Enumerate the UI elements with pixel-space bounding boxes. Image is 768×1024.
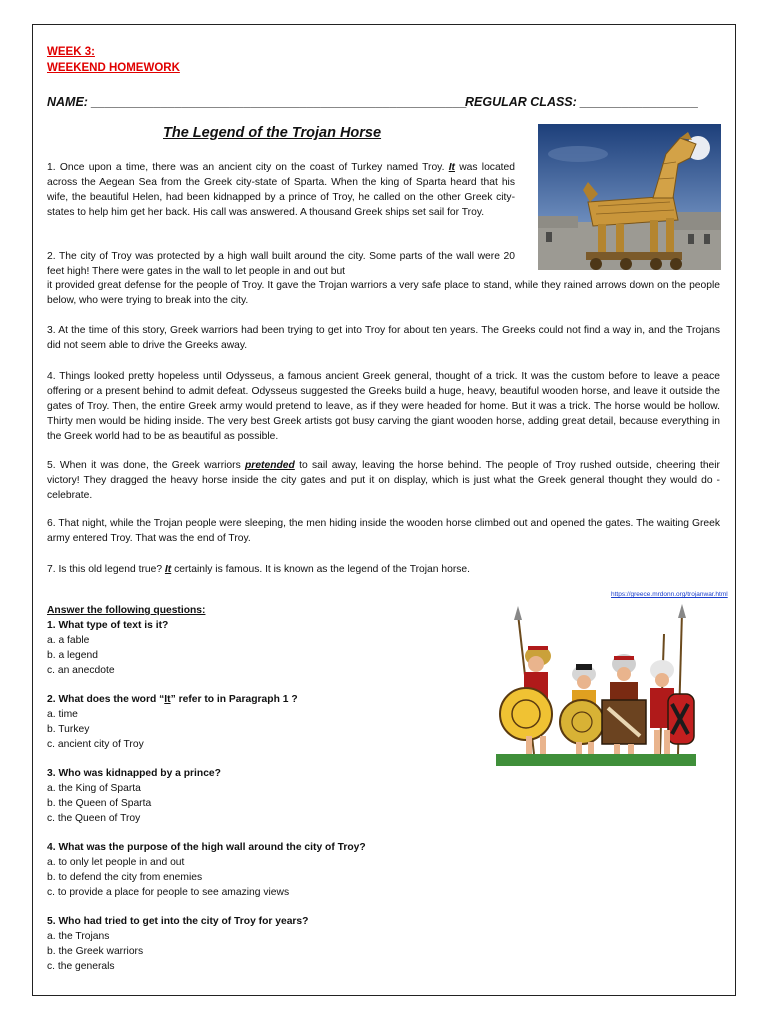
- question-4: 4. What was the purpose of the high wall around the city of Troy? a. to only let people in and out b. to defend the city from enemies c. to provide a place for people to see amazing views: [47, 842, 366, 898]
- option-a[interactable]: a. to only let people in and out: [47, 857, 185, 868]
- question-1: 1. What type of text is it? a. a fable b. a legend c. an anecdote: [47, 620, 169, 676]
- worksheet-title: The Legend of the Trojan Horse: [163, 125, 382, 141]
- paragraph-2-intro: 2. The city of Troy was protected by a high wall built around the city. Some parts of the wall were 20 feet high! There were gates in the wall to let people in and out but: [47, 251, 515, 277]
- trojan-horse-image: [538, 124, 721, 270]
- name-field[interactable]: NAME: ______________________________________________________: [47, 95, 467, 109]
- class-field[interactable]: REGULAR CLASS: _________________: [465, 95, 699, 109]
- question-2: 2. What does the word “It” refer to in Paragraph 1 ? a. time b. Turkey c. ancient city of Troy: [47, 694, 298, 750]
- option-b[interactable]: b. to defend the city from enemies: [47, 872, 203, 883]
- paragraph-2-rest: it provided great defense for the people of Troy. It gave the Trojan warriors a very safe place to stand, while they rained arrows down on the people below, who were trying to break into the city.: [47, 280, 720, 306]
- paragraph-1: 1. Once upon a time, there was an ancient city on the coast of Turkey named Troy. It was located across the Aegean Sea from the Greek city-state of Sparta. When the king of Sparta heard that his wife, the beautiful Helen, had been kidnapped by a prince of Troy, he called on the other Greek city-states to help him get her back. His call was answered. A thousand Greek ships set sail for Troy.: [47, 162, 515, 218]
- option-a[interactable]: a. time: [47, 709, 78, 720]
- paragraph-6: 6. That night, while the Trojan people were sleeping, the men hiding inside the wooden horse climbed out and opened the gates. The waiting Greek army entered Troy. That was the end of Troy.: [47, 518, 720, 544]
- week-label: WEEK 3:: [47, 46, 95, 58]
- question-5: 5. Who had tried to get into the city of Troy for years? a. the Trojans b. the Greek warriors c. the generals: [47, 916, 309, 972]
- option-b[interactable]: b. the Queen of Sparta: [47, 798, 152, 809]
- option-c[interactable]: c. the generals: [47, 961, 115, 972]
- greek-warriors-image: [496, 604, 696, 776]
- homework-label: WEEKEND HOMEWORK: [47, 62, 180, 74]
- paragraph-5: 5. When it was done, the Greek warriors pretended to sail away, leaving the horse behind. The people of Troy rushed outside, cheering their victory! They dragged the heavy horse inside the city gates and put it on display, which is just what the Greek general thought they would do - celebrate.: [47, 460, 720, 501]
- option-c[interactable]: c. the Queen of Troy: [47, 813, 141, 824]
- option-b[interactable]: b. Turkey: [47, 724, 90, 735]
- option-a[interactable]: a. a fable: [47, 635, 90, 646]
- option-c[interactable]: c. to provide a place for people to see amazing views: [47, 887, 290, 898]
- paragraph-4: 4. Things looked pretty hopeless until Odysseus, a famous ancient Greek general, thought of a trick. It was the custom before to leave a peace offering or a present behind to admit defeat. Odysseus suggested the Greeks build a huge, heavy, beautiful wooden horse, and leave it outside the gates of Troy. Then, the entire Greek army would pretend to leave, as if they were headed for home. But it was a trick. The horse would be hollow. Thirty men would be hiding inside. The very best Greek artists got busy carving the giant wooden horse, adding great detail, because everything in the Greek world had to be as beautiful as possible.: [47, 371, 720, 442]
- paragraph-7: 7. Is this old legend true? It certainly is famous. It is known as the legend of the Trojan horse.: [47, 564, 470, 575]
- option-c[interactable]: c. ancient city of Troy: [47, 739, 144, 750]
- option-b[interactable]: b. the Greek warriors: [47, 946, 144, 957]
- paragraph-3: 3. At the time of this story, Greek warriors had been trying to get into Troy for about ten years. The Greeks could not find a way in, and the Trojans did not seem able to drive the Greeks away.: [47, 325, 720, 351]
- source-link[interactable]: https://greece.mrdonn.org/trojanwar.html: [611, 591, 728, 598]
- questions-heading: Answer the following questions:: [47, 605, 206, 616]
- option-b[interactable]: b. a legend: [47, 650, 98, 661]
- option-c[interactable]: c. an anecdote: [47, 665, 115, 676]
- question-3: 3. Who was kidnapped by a prince? a. the King of Sparta b. the Queen of Sparta c. the Queen of Troy: [47, 768, 221, 824]
- option-a[interactable]: a. the Trojans: [47, 931, 110, 942]
- option-a[interactable]: a. the King of Sparta: [47, 783, 141, 794]
